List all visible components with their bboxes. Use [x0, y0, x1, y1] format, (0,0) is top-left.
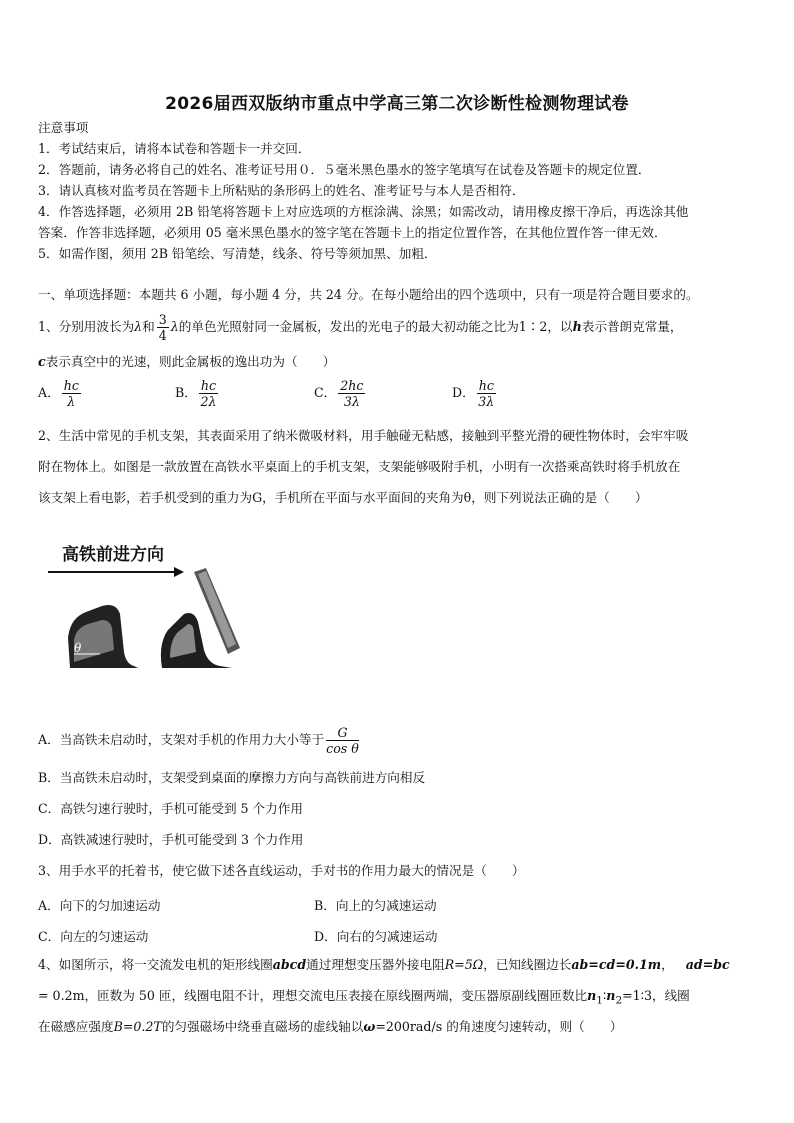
- section-heading: 一、单项选择题：本题共 6 小题，每小题 4 分，共 24 分。在每小题给出的四个选项中，只有一项是符合题目要求的。: [38, 287, 699, 302]
- fraction: $\frac{3}{4}$: [158, 312, 167, 343]
- phone-stand-illustration: [44, 540, 244, 680]
- notice-item: 5．如需作图，须用 2B 铅笔绘、写清楚，线条、符号等须加黑、加粗．: [38, 246, 437, 261]
- question-2-option-c: C．高铁匀速行驶时，手机可能受到 5 个力作用: [38, 801, 303, 816]
- option-c: C． $\frac{2hc}{3\lambda}$: [314, 378, 364, 409]
- question-2-line: 该支架上看电影，若手机受到的重力为G，手机所在平面与水平面间的夹角为θ，则下列说法正确的是（ ）: [38, 490, 648, 505]
- question-3-option-d: D．向右的匀减速运动: [314, 929, 438, 944]
- notice-heading: 注意事项: [38, 120, 89, 135]
- notice-item: 1．考试结束后，请将本试卷和答题卡一并交回．: [38, 141, 311, 156]
- notice-item: 答案．作答非选择题，必须用 05 毫米黑色墨水的签字笔在答题卡上的指定位置作答，在其他位置作答一律无效．: [38, 225, 667, 240]
- question-1-line-2: c表示真空中的光速，则此金属板的逸出功为（ ）: [38, 354, 336, 369]
- theta-label: θ: [74, 641, 82, 655]
- question-4-line-3: 在磁感应强度B=0.2T的匀强磁场中绕垂直磁场的虚线轴以ω=200rad/s 的角速度匀速转动，则（ ）: [38, 1019, 623, 1034]
- phone-stand-figure: [44, 540, 244, 680]
- direction-arrow-icon: [174, 567, 184, 577]
- option-a: A． $\frac{hc}{\lambda}$: [38, 378, 79, 409]
- notice-item: 3．请认真核对监考员在答题卡上所粘贴的条形码上的姓名、准考证号与本人是否相符．: [38, 183, 525, 198]
- question-3-stem: 3、用手水平的托着书，使它做下述各直线运动，手对书的作用力最大的情况是（ ）: [38, 863, 525, 878]
- notice-item: 2．答题前，请务必将自己的姓名、准考证号用０．５毫米黑色墨水的签字笔填写在试卷及答题卡的规定位置．: [38, 162, 651, 177]
- option-d: D． $\frac{hc}{3\lambda}$: [452, 378, 495, 409]
- question-2-line: 附在物体上。如图是一款放置在高铁水平桌面上的手机支架，支架能够吸附手机，小明有一次搭乘高铁时将手机放在: [38, 459, 681, 474]
- notice-item: 4．作答选择题，必须用 2B 铅笔将答题卡上对应选项的方框涂满、涂黑；如需改动，请用橡皮擦干净后，再选涂其他: [38, 204, 689, 219]
- question-4-line-1: 4、如图所示，将一交流发电机的矩形线圈abcd通过理想变压器外接电阻R=5Ω，已知线圈边长ab=cd=0.1m， ad=bc: [38, 957, 730, 972]
- question-3-option-c: C．向左的匀速运动: [38, 929, 149, 944]
- question-2-option-a: A．当高铁未启动时，支架对手机的作用力大小等于 $\frac{G}{\text{cos θ}}$: [38, 725, 359, 756]
- page-title: 2026届西双版纳市重点中学高三第二次诊断性检测物理试卷: [165, 94, 629, 114]
- question-1-line-1: 1、分别用波长为λ和 $\frac{3}{4}$ λ的单色光照射同一金属板，发出的光电子的最大初动能之比为1∶2，以h表示普朗克常量，: [38, 312, 683, 343]
- question-2-option-d: D．高铁减速行驶时，手机可能受到 3 个力作用: [38, 832, 304, 847]
- question-2-option-b: B．当高铁未启动时，支架受到桌面的摩擦力方向与高铁前进方向相反: [38, 770, 426, 785]
- question-2-line: 2、生活中常见的手机支架，其表面采用了纳米微吸材料，用手触碰无粘感，接触到平整光滑的硬性物体时，会牢牢吸: [38, 428, 689, 443]
- option-b: B． $\frac{hc}{2\lambda}$: [175, 378, 217, 409]
- question-3-option-a: A．向下的匀加速运动: [38, 898, 161, 913]
- question-3-option-b: B．向上的匀减速运动: [314, 898, 437, 913]
- question-4-line-2: = 0.2m，匝数为 50 匝，线圈电阻不计，理想交流电压表接在原线圈两端，变压器原副线圈匝数比$n_1∶n_2=1∶3$，线圈: [38, 988, 690, 1007]
- figure-label: 高铁前进方向: [62, 545, 164, 565]
